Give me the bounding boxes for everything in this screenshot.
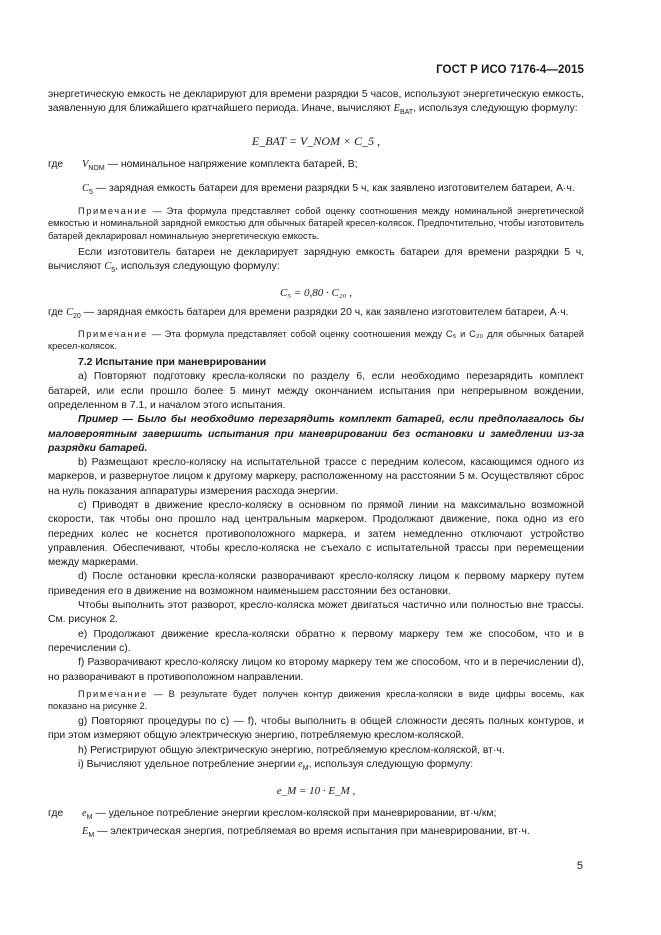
var-sub: NOM <box>88 165 105 173</box>
step-h: h) Регистрируют общую электрическую энергию, потребляемую креслом-коляской, вт·ч. <box>78 744 505 756</box>
note-text: — Эта формула представляет собой оценку соотношения между номинальной энергетической емкостью и номинальной зарядной емкостью для обычных батарей кресел-колясок. Предпочтительно, чтобы изготовитель батарей декларировал номинальную энергетическую емкость. <box>48 205 584 241</box>
page-number: 5 <box>576 860 583 872</box>
section-heading-7-2: 7.2 Испытание при маневрировании <box>78 357 267 369</box>
note-text: — Эта формула представляет собой оценку соотношения между C₅ и C₂₀ для обычных батарей кресел-колясок. <box>48 328 584 352</box>
var-sub: M <box>86 813 93 821</box>
step-g: g) Повторяют процедуры по c) — f), чтобы выполнить в общей сложности десять полных контуров, и при этом измеряют общую электрическую энергию, потребляемую креслом-коляской. <box>48 716 584 742</box>
step-b: b) Размещают кресло-коляску на испытательной трассе с передним колесом, касающимся одного из маркеров, и развернутое лицом к другому маркеру, расположенному на расстоянии 5 м. Осуществляют сброс на нуль показания аппаратуры измерения расхода энергии. <box>48 457 584 497</box>
text-run: — зарядная емкость батареи для времени разрядки 20 ч, как заявлено изготовителем батареи, А·ч. <box>80 307 569 319</box>
text-run: — номинальное напряжение комплекта батарей, В; <box>104 158 358 170</box>
var-c: C <box>66 307 73 319</box>
note-2 <box>48 328 584 353</box>
example: Пример — Было бы необходимо перезарядить комплект батарей, если предполагалось бы маловероятным завершить испытания при маневрировании без остановки и замедлении из-за разрядки батарей. <box>48 414 584 454</box>
note-label: Примечание <box>78 205 148 216</box>
note-label: Примечание <box>78 688 148 699</box>
var-e: E <box>82 825 89 837</box>
step-d-note: Чтобы выполнить этот разворот, кресло-коляска может двигаться частично или полностью вне трассы. См. рисунок 2. <box>48 600 584 626</box>
step-a: a) Повторяют подготовку кресла-коляски по разделу 6, если необходимо перезарядить комплект батарей, или если прошло более 5 минут между окончанием испытания при непрерывном вождении, определенном в 7.1, и началом этого испытания. <box>48 371 584 411</box>
text-run: энергетическую емкость не декларируют для времени разрядки 5 часов, используют энергетическую емкость, заявленную для ближайшего кратчайшего периода. Иначе, вычисляют <box>48 89 584 115</box>
formula-ebat: E_BAT = V_NOM × C_5 , <box>251 133 381 148</box>
text-run: , используя следующую формулу: <box>115 260 280 272</box>
note-1 <box>48 205 584 243</box>
var-sub: BAT <box>400 109 414 117</box>
where-label: где <box>48 307 67 319</box>
where-c20 <box>48 306 584 324</box>
step-i <box>48 758 584 776</box>
var-sub: 20 <box>73 313 81 321</box>
step-f: f) Разворачивают кресло-коляску лицом ко второму маркеру тем же способом, что и в перечислении d), но разворачивают в противоположном направлении. <box>48 657 584 683</box>
var-e: e <box>82 807 87 819</box>
step-d: d) После остановки кресла-коляски разворачивают кресло-коляску лицом к первому маркеру путем приведения его в движение на возможном наименьшем расстоянии без остановки. <box>48 571 584 597</box>
var-e: E <box>393 103 401 115</box>
note-3 <box>48 688 584 713</box>
paragraph-c5-intro <box>48 246 584 279</box>
where-em <box>48 807 584 825</box>
formula-c5: C₅ = 0,80 · C₂₀ , <box>279 287 353 300</box>
text-run: Если изготовитель батареи не декларирует зарядную емкость батареи для времени разрядки 5 ч, вычисляют <box>48 246 584 272</box>
where-c5 <box>48 182 584 200</box>
where-label: где <box>48 807 64 819</box>
note-text: — В результате будет получен контур движения кресла-коляски в виде цифры восемь, как показано на рисунке 2. <box>48 688 584 712</box>
var-sub: M <box>302 765 309 773</box>
var-sub: 5 <box>88 189 93 197</box>
formula-em: e_M = 10 · E_M , <box>276 785 356 798</box>
var-sub: M <box>88 832 95 840</box>
step-c: c) Приводят в движение кресло-коляску в основном по прямой линии на максимально возможной скорости, так чтобы оно прошло над центральным маркером. Продолжают движение, пока одно из его передних колес не коснется противоположного маркера, и затем немедленно отключают устройство управления. Обеспечивают, чтобы кресло-коляска не съехало с испытательной трассы при перемещении между маркерами. <box>48 500 584 569</box>
body-text <box>48 88 584 843</box>
step-e: e) Продолжают движение кресла-коляски обратно к первому маркеру тем же способом, что и в перечислении c). <box>48 628 584 654</box>
where-vnom <box>48 158 584 176</box>
text-run: — удельное потребление энергии креслом-коляской при маневрировании, вт·ч/км; <box>92 807 497 819</box>
var-v: V <box>82 158 89 170</box>
where-em-energy <box>48 825 584 843</box>
text-run: — зарядная емкость батареи для времени разрядки 5 ч, как заявлено изготовителем батареи, А·ч. <box>92 183 575 195</box>
document-header: ГОСТ Р ИСО 7176-4—2015 <box>436 64 584 76</box>
var-e: e <box>298 758 303 770</box>
var-sub: 5 <box>111 266 116 274</box>
var-c: C <box>104 260 112 272</box>
text-run: , используя следующую формулу: <box>308 758 474 770</box>
text-run: — электрическая энергия, потребляемая во время испытания при маневрировании, вт·ч. <box>94 825 530 837</box>
paragraph-ebat-intro <box>48 88 584 121</box>
var-c: C <box>82 183 89 195</box>
text-run: , используя следующую формулу: <box>413 103 578 115</box>
note-label: Примечание <box>78 328 148 339</box>
text-run: i) Вычисляют удельное потребление энергии <box>78 758 299 770</box>
where-label: где <box>48 158 64 170</box>
